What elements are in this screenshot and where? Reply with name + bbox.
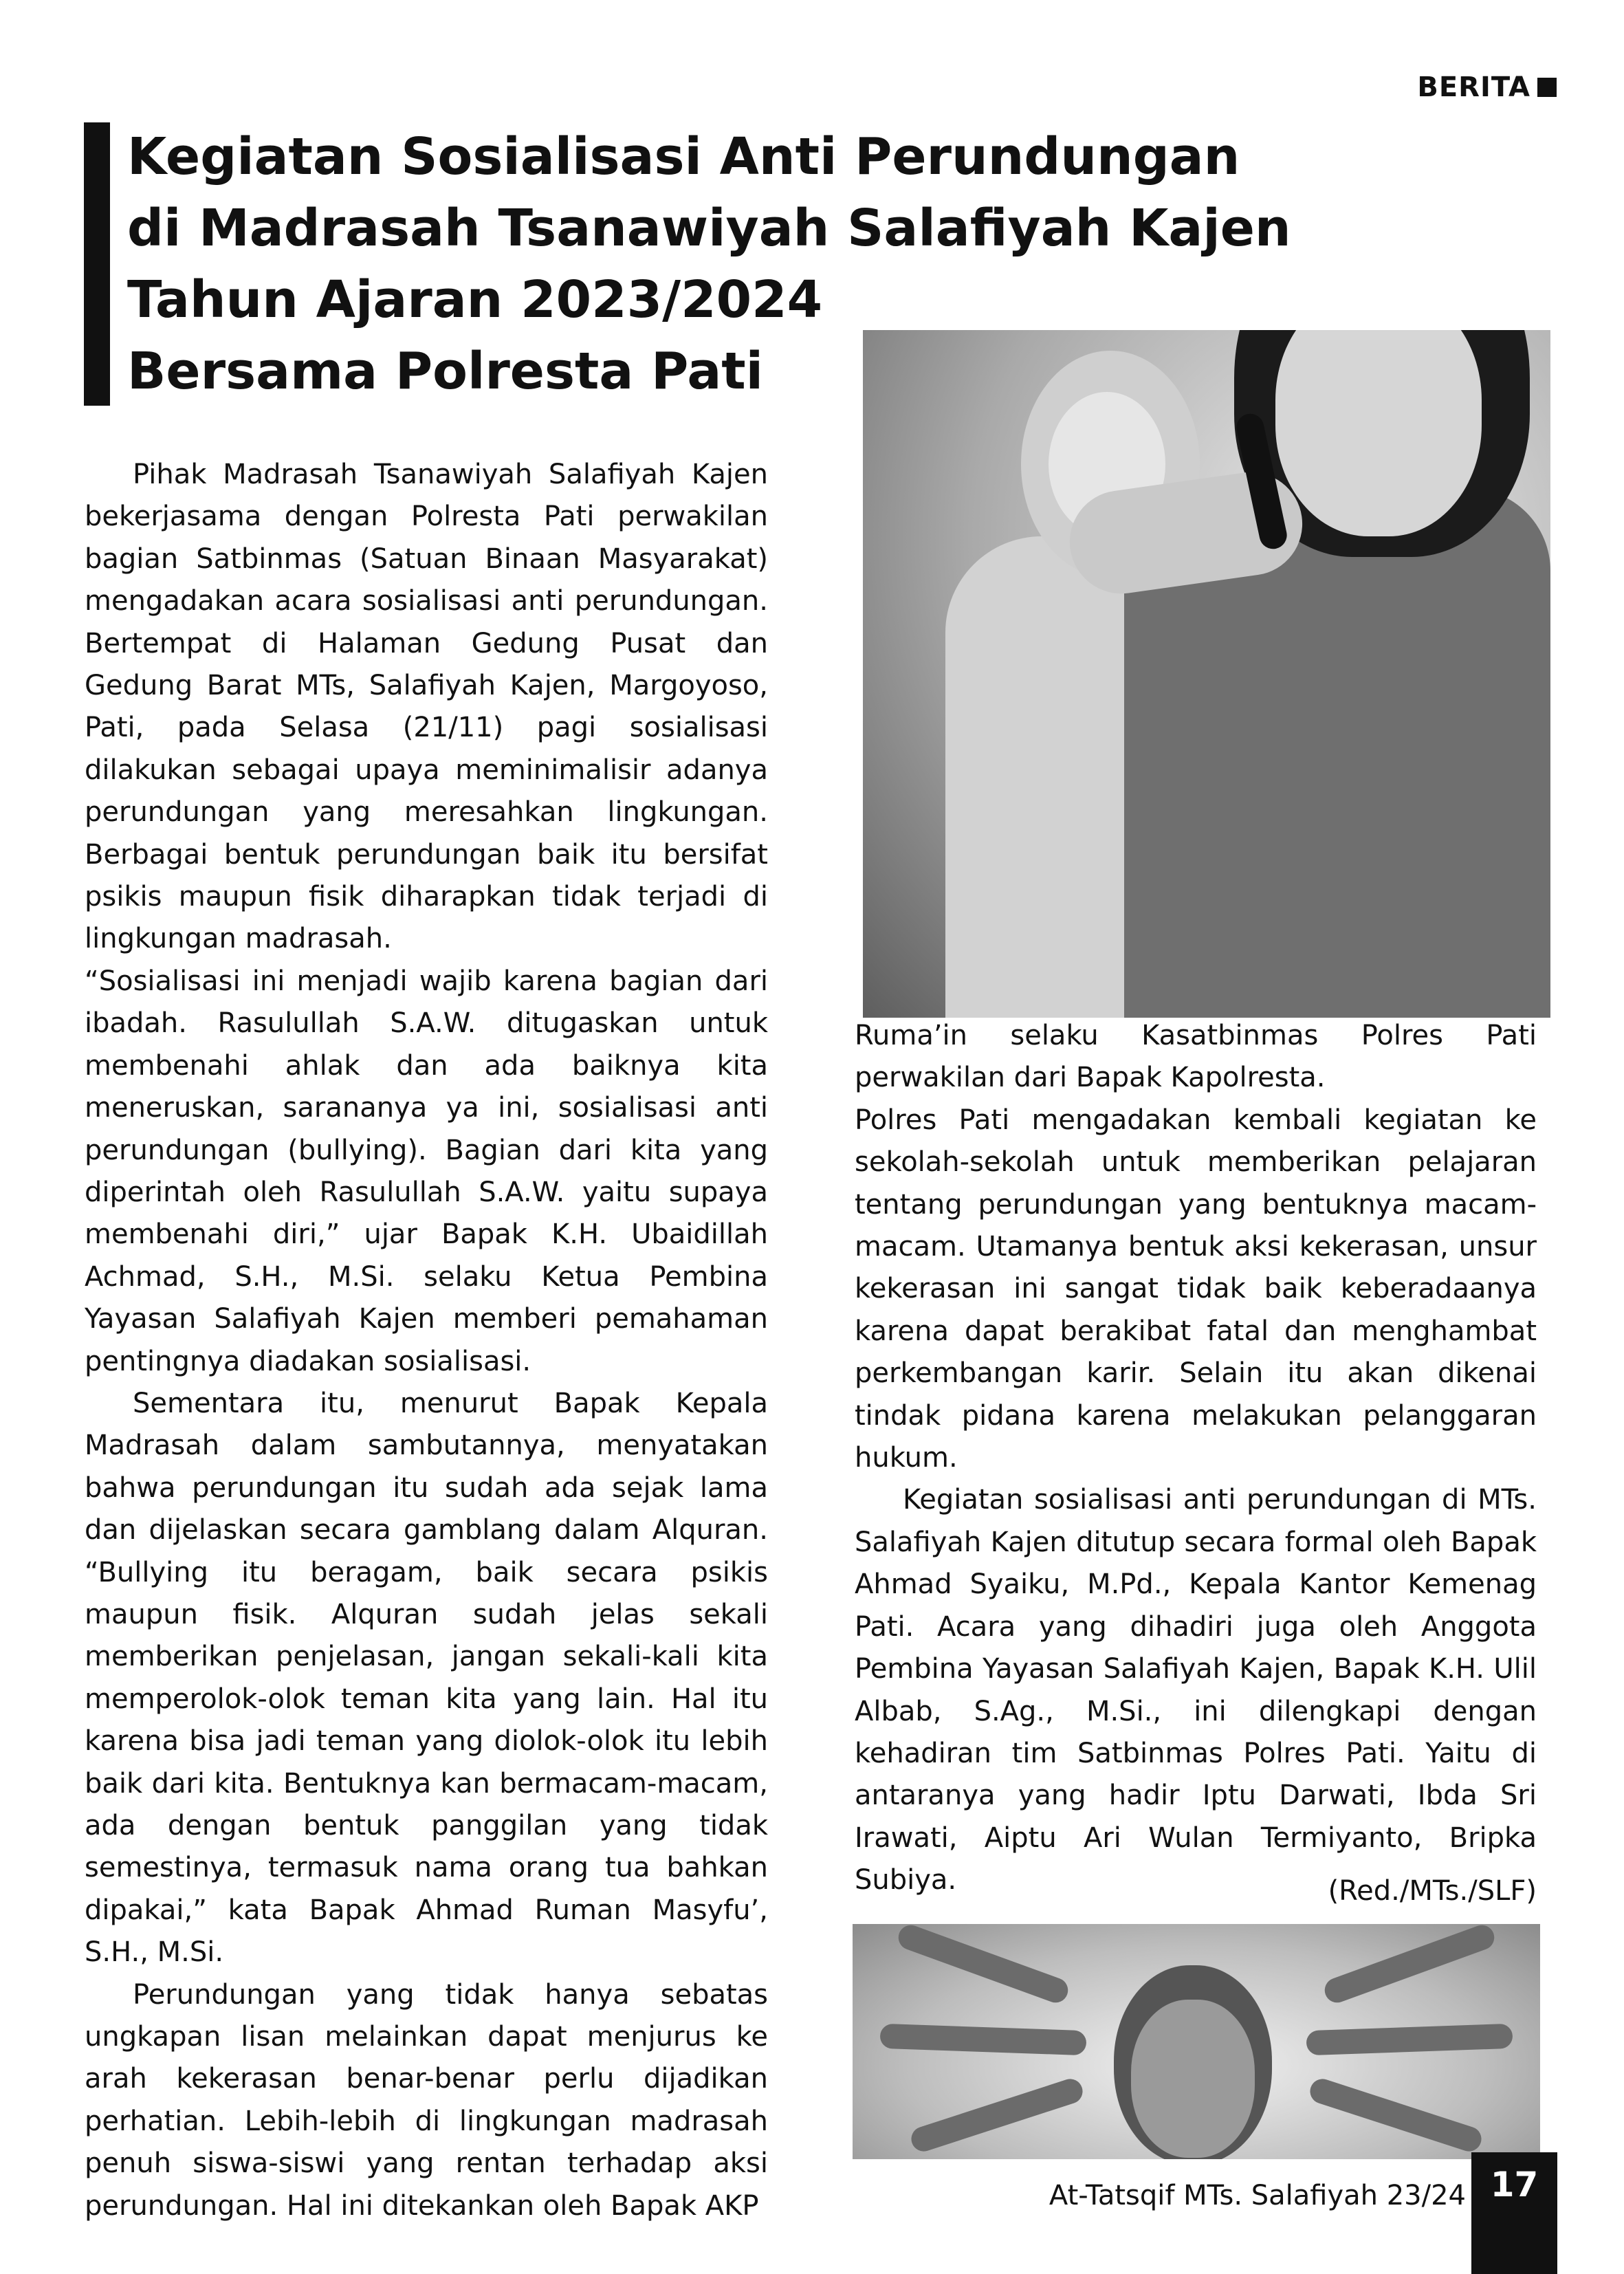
title-line: Tahun Ajaran 2023/2024 [127,270,823,329]
photo-police-officer-speaking [863,330,1550,1018]
title-accent-bar [84,122,110,406]
article-signature: (Red./MTs./SLF) [1328,1875,1537,1907]
title-line: Kegiatan Sosialisasi Anti Perundungan [127,127,1240,186]
paragraph: Ruma’in selaku Kasatbinmas Polres Pati perwakilan dari Bapak Kapolresta. [855,1020,1537,1094]
page-number: 17 [1490,2165,1539,2205]
paragraph: Polres Pati mengadakan kembali kegiatan ke sekolah-sekolah untuk memberikan pelajaran tentang perundungan yang bentuknya macam-macam. Utamanya bentuk aksi kekerasan, unsur kekerasan ini sangat tidak baik keberadaanya karena dapat berakibat fatal dan menghambat perkembangan karir. Selain itu akan dikenai tindak pidana karena melakukan pelanggaran hukum. [855,1104,1537,1474]
title-line: Bersama Polresta Pati [127,342,764,401]
title-line: di Madrasah Tsanawiyah Salafiyah Kajen [127,199,1291,258]
photo-crying-child-pointing-fingers [853,1924,1540,2159]
section-tag [1417,72,1557,103]
article-column-right [855,1015,1537,1902]
paragraph: Pihak Madrasah Tsanawiyah Salafiyah Kajen bekerjasama dengan Polresta Pati perwakilan bagian Satbinmas (Satuan Binaan Masyarakat) mengadakan acara sosialisasi anti perundungan. Bertempat di Halaman Gedung Pusat dan Gedung Barat MTs, Salafiyah Kajen, Margoyoso, Pati, pada Selasa (21/11) pagi sosialisasi dilakukan sebagai upaya meminimalisir adanya perundungan yang meresahkan lingkungan. Berbagai bentuk perundungan baik itu bersifat psikis maupun fisik diharapkan tidak terjadi di lingkungan madrasah. [85,459,768,955]
publication-name: At-Tatsqif MTs. Salafiyah 23/24 [1049,2180,1466,2211]
paragraph: “Sosialisasi ini menjadi wajib karena bagian dari ibadah. Rasulullah S.A.W. ditugaskan untuk membenahi ahlak dan ada baiknya kita meneruskan, sarananya ya ini, sosialisasi anti perundungan (bullying). Bagian dari kita yang diperintah oleh Rasulullah S.A.W. yaitu supaya membenahi diri,” ujar Bapak K.H. Ubaidillah Achmad, S.H., M.Si. selaku Ketua Pembina Yayasan Salafiyah Kajen memberi pemahaman pentingnya diadakan sosialisasi. [85,965,768,1377]
paragraph: Kegiatan sosialisasi anti perundungan di MTs. Salafiyah Kajen ditutup secara formal oleh Bapak Ahmad Syaiku, M.Pd., Kepala Kantor Kemenag Pati. Acara yang dihadiri juga oleh Anggota Pembina Yayasan Salafiyah Kajen, Bapak K.H. Ulil Albab, S.Ag., M.Si., ini dilengkapi dengan kehadiran tim Satbinmas Polres Pati. Yaitu di antaranya yang hadir Iptu Darwati, Ibda Sri Irawati, Aiptu Ari Wulan Termiyanto, Bripka Subiya. [855,1484,1537,1896]
section-square-icon [1537,78,1557,97]
paragraph: Perundungan yang tidak hanya sebatas ungkapan lisan melainkan dapat menjurus ke arah kekerasan benar-benar perlu dijadikan perhatian. Lebih-lebih di lingkungan madrasah penuh siswa-siswi yang rentan terhadap aksi perundungan. Hal ini ditekankan oleh Bapak AKP [85,1978,768,2222]
article-column-left [85,454,768,2227]
section-label: BERITA [1417,72,1530,103]
paragraph: Sementara itu, menurut Bapak Kepala Madrasah dalam sambutannya, menyatakan bahwa perundungan itu sudah ada sejak lama dan dijelaskan secara gamblang dalam Alquran. “Bullying itu beragam, baik secara psikis maupun fisik. Alquran sudah jelas sekali memberikan penjelasan, jangan sekali-kali kita memperolok-olok teman kita yang lain. Hal itu karena bisa jadi teman yang diolok-olok itu lebih baik dari kita. Bentuknya kan bermacam-macam, ada dengan bentuk panggilan yang tidak semestinya, termasuk nama orang tua bahkan dipakai,” kata Bapak Ahmad Ruman Masyfu’, S.H., M.Si. [85,1387,768,1969]
